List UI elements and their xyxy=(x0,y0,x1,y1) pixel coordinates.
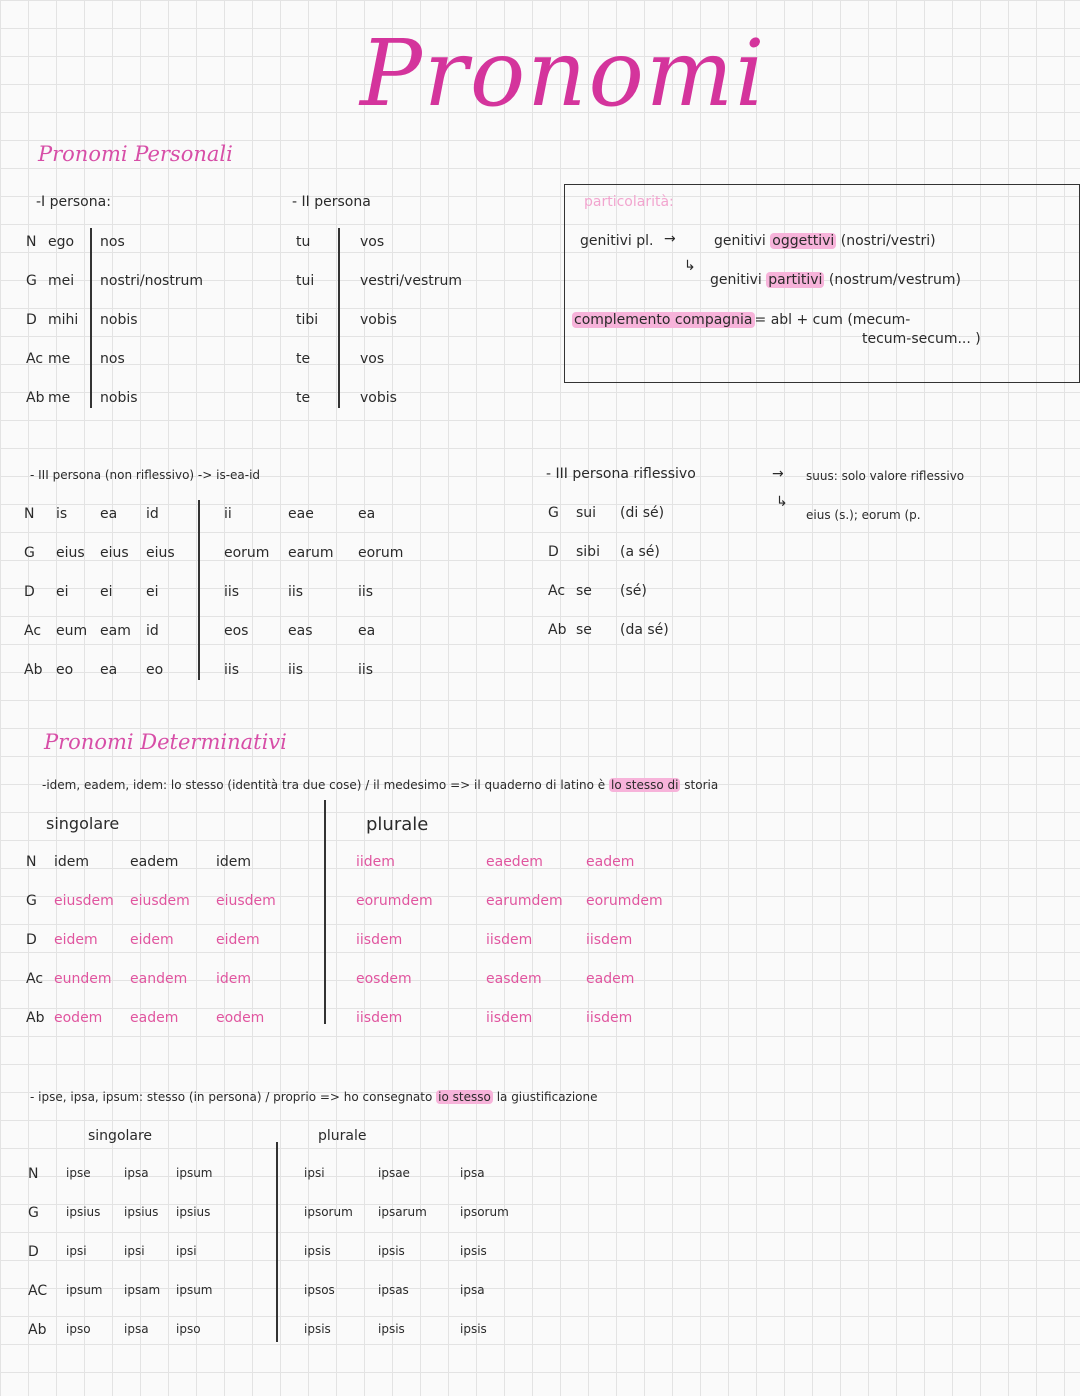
terza-r-note2: eius (s.); eorum (p. xyxy=(806,508,921,522)
reflexive-form: se xyxy=(576,583,592,599)
plural-form: ipsa xyxy=(460,1283,485,1297)
plural-form: eadem xyxy=(586,971,635,987)
ipse-description: - ipse, ipsa, ipsum: stesso (in persona) / proprio => ho consegnato io stesso la giustificazione xyxy=(30,1090,598,1104)
singular-form: eum xyxy=(56,623,88,639)
singular-form: eiusdem xyxy=(130,893,190,909)
plural-form: iis xyxy=(288,662,304,678)
singular-form: id xyxy=(146,623,159,639)
plural-form: ipsorum xyxy=(304,1205,353,1219)
plural-form: iisdem xyxy=(356,932,403,948)
singular-form: te xyxy=(296,390,311,406)
plural-form: iis xyxy=(358,584,374,600)
case-label: Ac xyxy=(548,583,566,599)
case-label: G xyxy=(28,1205,39,1221)
plural-form: iis xyxy=(288,584,304,600)
singular-form: ipso xyxy=(176,1322,201,1336)
plural-form: ipsas xyxy=(378,1283,409,1297)
plural-form: vobis xyxy=(360,390,397,406)
case-label: N xyxy=(26,234,37,250)
singular-form: ipso xyxy=(66,1322,91,1336)
meaning: (a sé) xyxy=(620,544,660,560)
idem-plurale-label: plurale xyxy=(366,814,429,835)
singular-form: mei xyxy=(48,273,75,289)
section-heading-determinativi: Pronomi Determinativi xyxy=(44,730,287,754)
singular-form: ipsi xyxy=(124,1244,145,1258)
seconda-divider xyxy=(338,228,340,408)
singular-form: ea xyxy=(100,506,118,522)
reflexive-form: sibi xyxy=(576,544,600,560)
singular-form: ipsum xyxy=(176,1283,213,1297)
plural-form: nos xyxy=(100,234,125,250)
plural-form: iisdem xyxy=(486,1010,533,1026)
singular-form: ego xyxy=(48,234,75,250)
case-label: AC xyxy=(28,1283,48,1299)
plural-form: easdem xyxy=(486,971,542,987)
plural-form: vos xyxy=(360,351,385,367)
ipse-divider xyxy=(276,1142,278,1342)
singular-form: eo xyxy=(56,662,74,678)
singular-form: ipsius xyxy=(176,1205,211,1219)
singular-form: ea xyxy=(100,662,118,678)
plural-form: iidem xyxy=(356,854,395,870)
case-label: D xyxy=(28,1244,39,1260)
singular-form: eadem xyxy=(130,1010,179,1026)
singular-form: ipsum xyxy=(176,1166,213,1180)
plural-form: iisdem xyxy=(586,1010,633,1026)
singular-form: eius xyxy=(100,545,129,561)
arrow-right-icon: → xyxy=(772,466,784,482)
plural-form: iis xyxy=(224,662,240,678)
plural-form: iis xyxy=(358,662,374,678)
arrow-down-right-icon: ↳ xyxy=(684,258,696,274)
plural-form: iisdem xyxy=(486,932,533,948)
plural-form: ii xyxy=(224,506,232,522)
singular-form: eius xyxy=(56,545,85,561)
singular-form: eundem xyxy=(54,971,112,987)
plural-form: ea xyxy=(358,506,376,522)
terza-r-label: - III persona riflessivo xyxy=(546,466,696,482)
meaning: (di sé) xyxy=(620,505,665,521)
meaning: (da sé) xyxy=(620,622,669,638)
singular-form: eo xyxy=(146,662,164,678)
singular-form: tui xyxy=(296,273,315,289)
plural-form: ipsis xyxy=(460,1244,487,1258)
plural-form: vos xyxy=(360,234,385,250)
terza-nr-label: - III persona (non riflessivo) -> is-ea-id xyxy=(30,468,261,482)
singular-form: eidem xyxy=(216,932,260,948)
singular-form: ei xyxy=(146,584,159,600)
case-label: Ab xyxy=(28,1322,47,1338)
plural-form: ipsis xyxy=(378,1322,405,1336)
terza-nr-divider xyxy=(198,500,200,680)
plural-form: eos xyxy=(224,623,249,639)
prima-persona-label: -I persona: xyxy=(36,194,111,210)
plural-form: vobis xyxy=(360,312,397,328)
plural-form: nobis xyxy=(100,390,138,406)
singular-form: eodem xyxy=(216,1010,265,1026)
page-title: Pronomi xyxy=(360,20,767,127)
genitivi-partitivi-line: genitivi partitivi (nostrum/vestrum) xyxy=(710,272,961,288)
singular-form: ipsa xyxy=(124,1166,149,1180)
case-label: Ab xyxy=(26,390,45,406)
plural-form: ipsis xyxy=(378,1244,405,1258)
plural-form: vestri/vestrum xyxy=(360,273,462,289)
singular-form: eandem xyxy=(130,971,188,987)
case-label: G xyxy=(26,273,37,289)
singular-form: me xyxy=(48,390,71,406)
singular-form: ipsi xyxy=(66,1244,87,1258)
singular-form: eidem xyxy=(130,932,174,948)
singular-form: me xyxy=(48,351,71,367)
particolarita-label: particolarità: xyxy=(584,194,674,210)
plural-form: ipsorum xyxy=(460,1205,509,1219)
complemento-line2: tecum-secum... ) xyxy=(862,331,981,347)
case-label: Ab xyxy=(26,1010,45,1026)
idem-singolare-label: singolare xyxy=(46,814,120,833)
genitivi-label: genitivi pl. xyxy=(580,233,654,249)
plural-form: earum xyxy=(288,545,334,561)
singular-form: tu xyxy=(296,234,311,250)
plural-form: iisdem xyxy=(356,1010,403,1026)
plural-form: eaedem xyxy=(486,854,543,870)
plural-form: ipsae xyxy=(378,1166,410,1180)
case-label: N xyxy=(26,854,37,870)
meaning: (sé) xyxy=(620,583,647,599)
plural-form: ipsis xyxy=(460,1322,487,1336)
reflexive-form: sui xyxy=(576,505,597,521)
plural-form: nostri/nostrum xyxy=(100,273,204,289)
case-label: Ab xyxy=(548,622,567,638)
ipse-plurale-label: plurale xyxy=(318,1128,367,1144)
singular-form: mihi xyxy=(48,312,79,328)
singular-form: te xyxy=(296,351,311,367)
case-label: Ac xyxy=(26,971,44,987)
case-label: D xyxy=(24,584,35,600)
singular-form: ipsi xyxy=(176,1244,197,1258)
plural-form: iisdem xyxy=(586,932,633,948)
singular-form: ipse xyxy=(66,1166,91,1180)
section-heading-personali: Pronomi Personali xyxy=(38,142,233,166)
plural-form: eosdem xyxy=(356,971,412,987)
singular-form: eodem xyxy=(54,1010,103,1026)
singular-form: eius xyxy=(146,545,175,561)
singular-form: eiusdem xyxy=(54,893,114,909)
plural-form: ipsos xyxy=(304,1283,335,1297)
case-label: Ac xyxy=(26,351,44,367)
arrow-right-icon: → xyxy=(664,231,676,247)
complemento-compagnia-line: complemento compagnia = abl + cum (mecum- xyxy=(574,312,911,328)
singular-form: eadem xyxy=(130,854,179,870)
case-label: N xyxy=(24,506,35,522)
singular-form: ei xyxy=(56,584,69,600)
singular-form: tibi xyxy=(296,312,319,328)
plural-form: eas xyxy=(288,623,313,639)
plural-form: eadem xyxy=(586,854,635,870)
singular-form: idem xyxy=(54,854,90,870)
case-label: G xyxy=(548,505,559,521)
plural-form: ea xyxy=(358,623,376,639)
plural-form: eae xyxy=(288,506,314,522)
singular-form: id xyxy=(146,506,159,522)
plural-form: earumdem xyxy=(486,893,563,909)
reflexive-form: se xyxy=(576,622,592,638)
case-label: G xyxy=(24,545,35,561)
plural-form: ipsi xyxy=(304,1166,325,1180)
case-label: D xyxy=(26,932,37,948)
case-label: D xyxy=(26,312,37,328)
case-label: G xyxy=(26,893,37,909)
singular-form: idem xyxy=(216,854,252,870)
plural-form: nobis xyxy=(100,312,138,328)
singular-form: eidem xyxy=(54,932,98,948)
plural-form: eorum xyxy=(358,545,404,561)
plural-form: nos xyxy=(100,351,125,367)
plural-form: ipsarum xyxy=(378,1205,427,1219)
plural-form: eorumdem xyxy=(586,893,663,909)
singular-form: eiusdem xyxy=(216,893,276,909)
singular-form: ipsius xyxy=(66,1205,101,1219)
singular-form: eam xyxy=(100,623,131,639)
singular-form: idem xyxy=(216,971,252,987)
case-label: Ab xyxy=(24,662,43,678)
arrow-down-right-icon: ↳ xyxy=(776,494,788,510)
singular-form: ipsum xyxy=(66,1283,103,1297)
plural-form: iis xyxy=(224,584,240,600)
case-label: N xyxy=(28,1166,39,1182)
case-label: Ac xyxy=(24,623,42,639)
idem-description: -idem, eadem, idem: lo stesso (identità tra due cose) / il medesimo => il quaderno di latino è lo stesso di storia xyxy=(42,778,719,792)
seconda-persona-label: - II persona xyxy=(292,194,371,210)
singular-form: ipsam xyxy=(124,1283,161,1297)
singular-form: is xyxy=(56,506,68,522)
plural-form: eorum xyxy=(224,545,270,561)
plural-form: eorumdem xyxy=(356,893,433,909)
genitivi-oggettivi-line: genitivi oggettivi (nostri/vestri) xyxy=(714,233,936,249)
singular-form: ei xyxy=(100,584,113,600)
plural-form: ipsis xyxy=(304,1244,331,1258)
plural-form: ipsa xyxy=(460,1166,485,1180)
idem-divider xyxy=(324,800,326,1024)
plural-form: ipsis xyxy=(304,1322,331,1336)
ipse-singolare-label: singolare xyxy=(88,1128,153,1144)
singular-form: ipsius xyxy=(124,1205,159,1219)
terza-r-note1: suus: solo valore riflessivo xyxy=(806,469,965,483)
prima-divider xyxy=(90,228,92,408)
singular-form: ipsa xyxy=(124,1322,149,1336)
case-label: D xyxy=(548,544,559,560)
